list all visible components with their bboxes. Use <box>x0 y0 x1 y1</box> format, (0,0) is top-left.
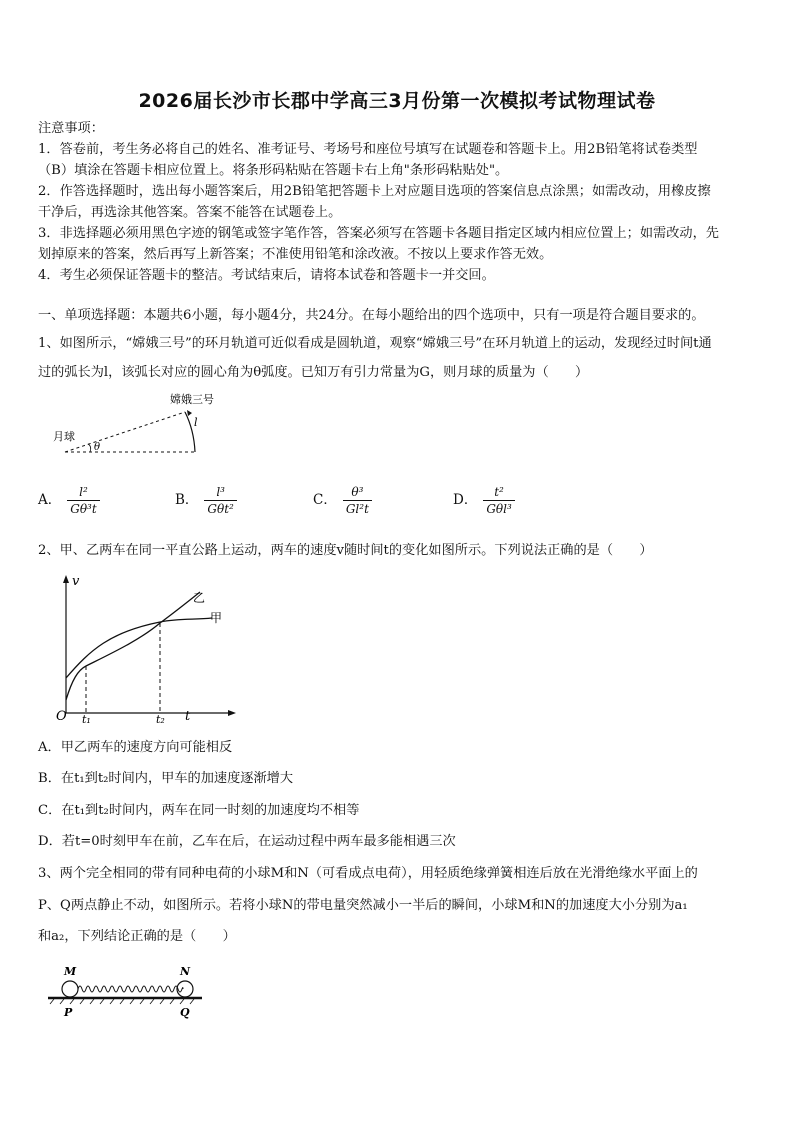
numerator: θ³ <box>343 484 372 501</box>
surface-hatching <box>50 999 194 1004</box>
q1-orbit-figure <box>50 390 220 460</box>
p-label: P <box>64 1006 73 1019</box>
ball-m <box>62 981 78 997</box>
notice-line: 3．非选择题必须用黑色字迹的钢笔或签字笔作答，答案必须写在答题卡各题目指定区域内相应位置上；如需改动，先 <box>38 226 719 241</box>
notice-line: 1．答卷前，考生务必将自己的姓名、准考证号、考场号和座位号填写在试题卷和答题卡上。用2B铅笔将试卷类型 <box>38 142 698 157</box>
notice-line: （B）填涂在答题卡相应位置上。将条形码粘贴在答题卡右上角"条形码粘贴处"。 <box>38 163 509 178</box>
arc-label: l <box>194 416 198 429</box>
option-fraction <box>343 484 372 517</box>
q2-vt-graph <box>50 570 240 725</box>
spring <box>78 986 183 992</box>
notice-line: 2．作答选择题时，选出每小题答案后，用2B铅笔把答题卡上对应题目选项的答案信息点涂黑；如需改动，用橡皮擦 <box>38 184 711 199</box>
q2-option-d[interactable]: D．若t=0时刻甲车在前，乙车在后，在运动过程中两车最多能相遇三次 <box>38 834 456 849</box>
q3-stem-line3: 和a₂，下列结论正确的是（ ） <box>38 929 236 944</box>
t-label: t <box>185 709 191 724</box>
q1-option-a[interactable] <box>38 484 100 517</box>
angle-arc <box>88 444 91 452</box>
notice-line: 干净后，再选涂其他答案。答案不能答在试题卷上。 <box>38 205 342 220</box>
option-label: A． <box>38 492 62 508</box>
option-fraction <box>204 484 236 517</box>
q3-stem-line1: 3、两个完全相同的带有同种电荷的小球M和N（可看成点电荷），用轻质绝缘弹簧相连后放在光滑绝缘水平面上的 <box>38 866 698 881</box>
arc-arrow-icon <box>187 410 192 416</box>
denominator: Gθt² <box>207 502 234 516</box>
radius-line <box>65 412 185 452</box>
q1-stem-line1: 1、如图所示，“嫦娥三号”的环月轨道可近似看成是圆轨道，观察“嫦娥三号”在环月轨道上的运动，发现经过时间t通 <box>38 336 712 351</box>
q1-option-d[interactable] <box>453 484 515 517</box>
moon-label: 月球 <box>53 430 75 443</box>
section-heading: 一、单项选择题：本题共6小题，每小题4分，共24分。在每小题给出的四个选项中，只有一项是符合题目要求的。 <box>38 308 705 323</box>
option-label: B． <box>175 492 199 508</box>
t-axis-arrow-icon <box>228 710 236 716</box>
jia-label: 甲 <box>210 611 223 625</box>
satellite-label: 嫦娥三号 <box>170 393 214 406</box>
q-label: Q <box>180 1006 190 1019</box>
notice-line: 划掉原来的答案，然后再写上新答案；不准使用铅笔和涂改液。不按以上要求作答无效。 <box>38 247 553 262</box>
option-fraction <box>67 484 99 517</box>
angle-label: θ <box>94 442 101 453</box>
ball-n <box>177 981 193 997</box>
t1-label: t₁ <box>82 713 91 725</box>
notice-line: 4．考生必须保证答题卡的整洁。考试结束后，请将本试卷和答题卡一并交回。 <box>38 268 495 283</box>
origin-label: O <box>56 709 67 724</box>
denominator: Gθl³ <box>486 502 512 516</box>
q3-spring-figure <box>40 962 215 1020</box>
q2-stem: 2、甲、乙两车在同一平直公路上运动，两车的速度v随时间t的变化如图所示。下列说法正确的是（ ） <box>38 543 653 558</box>
q2-option-c[interactable]: C．在t₁到t₂时间内，两车在同一时刻的加速度均不相等 <box>38 803 360 818</box>
q1-option-b[interactable] <box>175 484 237 517</box>
yi-label: 乙 <box>193 591 206 605</box>
notice-heading: 注意事项： <box>38 121 104 136</box>
v-label: v <box>72 574 80 589</box>
option-fraction <box>483 484 514 517</box>
denominator: Gl²t <box>345 502 369 516</box>
q1-stem-line2: 过的弧长为l，该弧长对应的圆心角为θ弧度。已知万有引力常量为G，则月球的质量为（ ） <box>38 365 589 380</box>
numerator: l² <box>67 484 99 501</box>
curve-jia <box>66 618 212 678</box>
exam-title: 2026届长沙市长郡中学高三3月份第一次模拟考试物理试卷 <box>138 90 656 112</box>
option-label: D． <box>453 492 478 508</box>
numerator: l³ <box>204 484 236 501</box>
q2-option-b[interactable]: B．在t₁到t₂时间内，甲车的加速度逐渐增大 <box>38 771 294 786</box>
q1-option-c[interactable] <box>313 484 372 517</box>
t2-label: t₂ <box>156 713 165 725</box>
option-label: C． <box>313 492 337 508</box>
numerator: t² <box>483 484 514 501</box>
q2-option-a[interactable]: A．甲乙两车的速度方向可能相反 <box>38 740 233 755</box>
v-axis-arrow-icon <box>63 575 69 583</box>
q3-stem-line2: P、Q两点静止不动，如图所示。若将小球N的带电量突然减小一半后的瞬间，小球M和N的加速度大小分别为a₁ <box>38 898 688 913</box>
m-label: M <box>64 965 77 978</box>
denominator: Gθ³t <box>70 502 97 516</box>
n-label: N <box>180 965 191 978</box>
